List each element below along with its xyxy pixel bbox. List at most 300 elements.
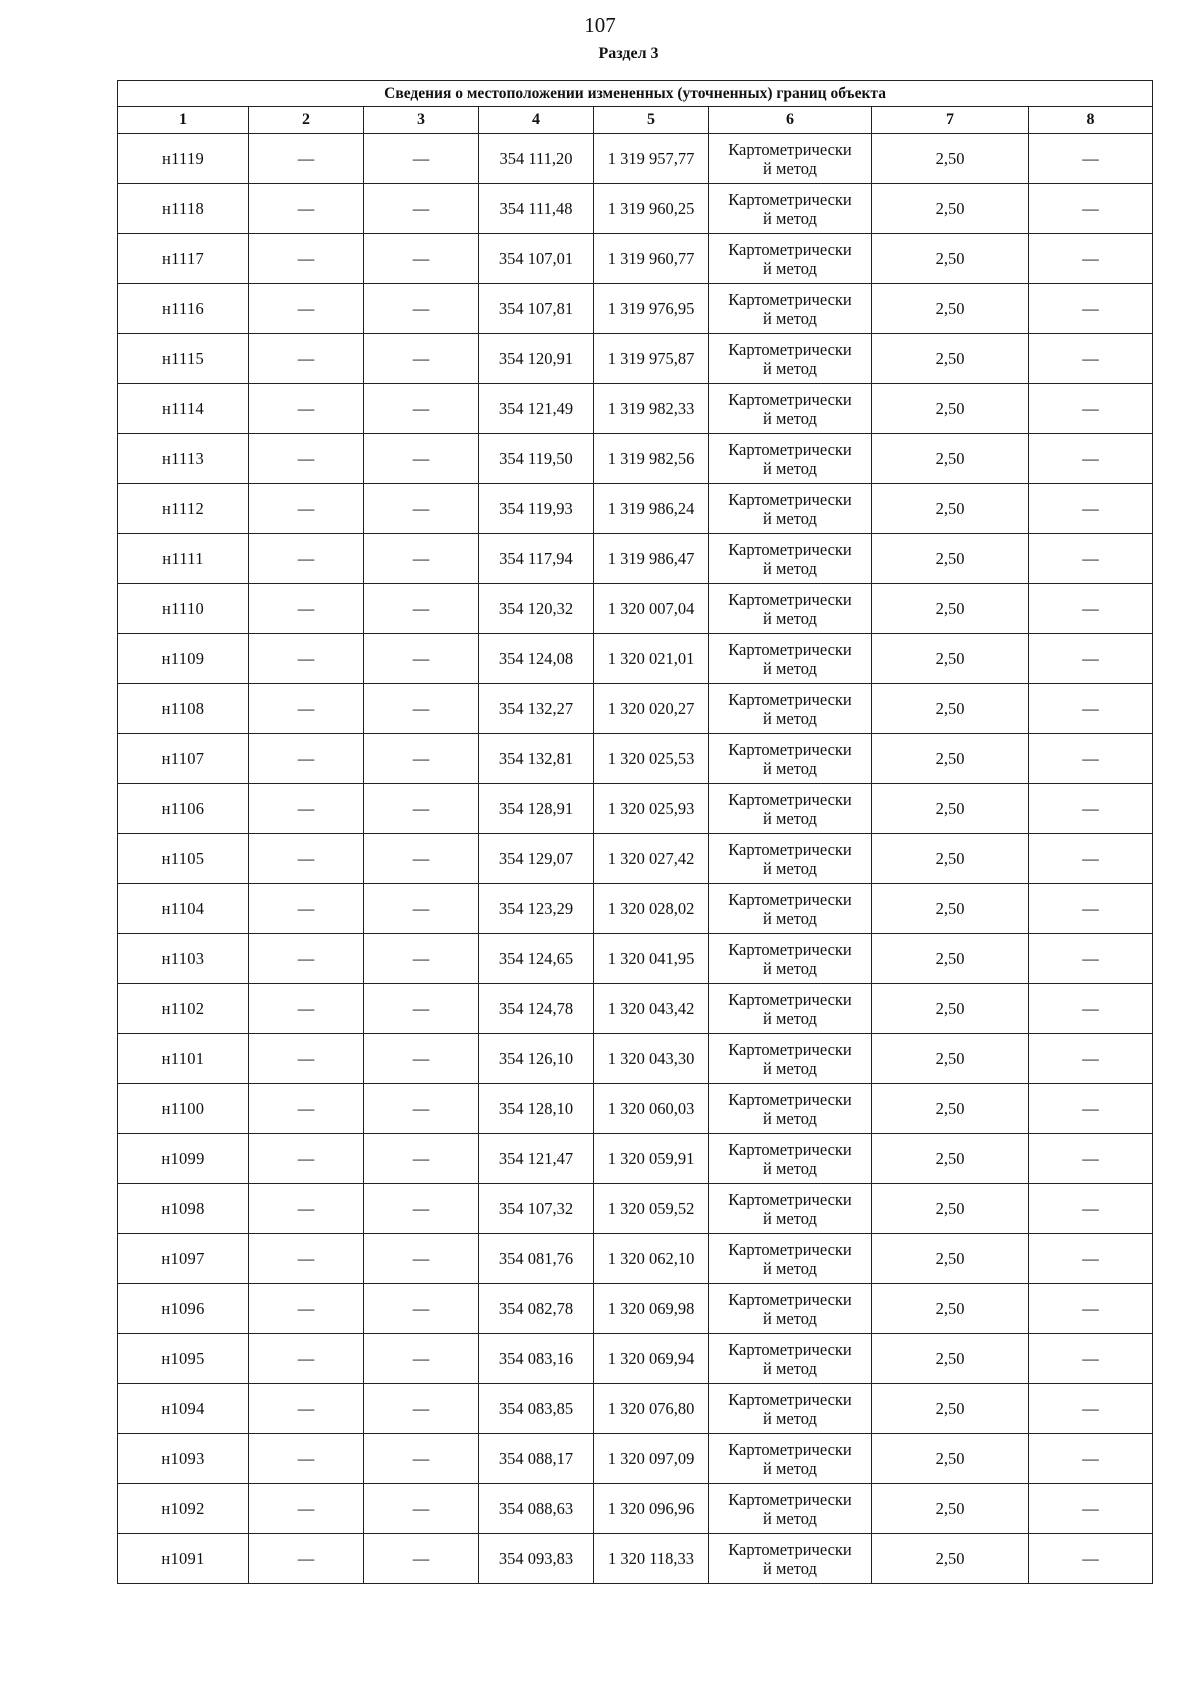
coordinate-y: 1 320 028,02 xyxy=(594,884,709,934)
coordinate-x: 354 121,49 xyxy=(479,384,594,434)
cell-col-2: — xyxy=(249,434,364,484)
method-line-1: Картометрически xyxy=(728,1039,852,1059)
point-name: н1095 xyxy=(118,1334,249,1384)
table-row xyxy=(118,434,1153,484)
accuracy: 2,50 xyxy=(872,1284,1029,1334)
coordinate-y: 1 319 986,24 xyxy=(594,484,709,534)
method-line-1: Картометрически xyxy=(728,1539,852,1559)
method-cell xyxy=(709,934,872,984)
point-name: н1098 xyxy=(118,1184,249,1234)
coordinate-x: 354 119,93 xyxy=(479,484,594,534)
coordinate-x: 354 111,20 xyxy=(479,134,594,184)
point-name: н1117 xyxy=(118,234,249,284)
method-line-2: й метод xyxy=(763,958,817,978)
cell-col-3: — xyxy=(364,734,479,784)
point-name: н1105 xyxy=(118,834,249,884)
cell-col-3: — xyxy=(364,334,479,384)
cell-col-2: — xyxy=(249,234,364,284)
method-line-2: й метод xyxy=(763,408,817,428)
cell-col-3: — xyxy=(364,284,479,334)
point-name: н1102 xyxy=(118,984,249,1034)
table-row xyxy=(118,134,1153,184)
point-name: н1113 xyxy=(118,434,249,484)
point-name: н1093 xyxy=(118,1434,249,1484)
cell-col-8: — xyxy=(1029,1384,1153,1434)
cell-col-3: — xyxy=(364,1184,479,1234)
cell-col-8: — xyxy=(1029,934,1153,984)
table-row xyxy=(118,1334,1153,1384)
cell-col-3: — xyxy=(364,1534,479,1584)
cell-col-8: — xyxy=(1029,1134,1153,1184)
cell-col-3: — xyxy=(364,684,479,734)
cell-col-2: — xyxy=(249,1484,364,1534)
accuracy: 2,50 xyxy=(872,1434,1029,1484)
table-row xyxy=(118,1084,1153,1134)
accuracy: 2,50 xyxy=(872,884,1029,934)
cell-col-8: — xyxy=(1029,1234,1153,1284)
cell-col-8: — xyxy=(1029,334,1153,384)
boundary-coordinates-table xyxy=(117,80,1153,1584)
coordinate-x: 354 107,01 xyxy=(479,234,594,284)
point-name: н1106 xyxy=(118,784,249,834)
column-header: 2 xyxy=(249,107,364,134)
method-line-2: й метод xyxy=(763,1358,817,1378)
cell-col-2: — xyxy=(249,834,364,884)
cell-col-3: — xyxy=(364,1284,479,1334)
coordinate-x: 354 121,47 xyxy=(479,1134,594,1184)
table-row xyxy=(118,1184,1153,1234)
coordinate-x: 354 126,10 xyxy=(479,1034,594,1084)
coordinate-y: 1 320 043,30 xyxy=(594,1034,709,1084)
column-number-row xyxy=(118,107,1153,134)
method-line-2: й метод xyxy=(763,858,817,878)
cell-col-2: — xyxy=(249,184,364,234)
method-line-2: й метод xyxy=(763,158,817,178)
cell-col-8: — xyxy=(1029,1184,1153,1234)
accuracy: 2,50 xyxy=(872,1184,1029,1234)
table-row xyxy=(118,334,1153,384)
point-name: н1108 xyxy=(118,684,249,734)
accuracy: 2,50 xyxy=(872,1234,1029,1284)
column-header: 6 xyxy=(709,107,872,134)
coordinate-y: 1 319 982,56 xyxy=(594,434,709,484)
accuracy: 2,50 xyxy=(872,584,1029,634)
method-cell xyxy=(709,284,872,334)
cell-col-8: — xyxy=(1029,834,1153,884)
cell-col-8: — xyxy=(1029,1284,1153,1334)
coordinate-y: 1 320 007,04 xyxy=(594,584,709,634)
method-cell xyxy=(709,1384,872,1434)
cell-col-8: — xyxy=(1029,284,1153,334)
coordinate-x: 354 119,50 xyxy=(479,434,594,484)
coordinate-y: 1 320 059,52 xyxy=(594,1184,709,1234)
point-name: н1107 xyxy=(118,734,249,784)
method-line-1: Картометрически xyxy=(728,1139,852,1159)
table-row xyxy=(118,284,1153,334)
cell-col-3: — xyxy=(364,1234,479,1284)
accuracy: 2,50 xyxy=(872,534,1029,584)
method-cell xyxy=(709,734,872,784)
method-cell xyxy=(709,1334,872,1384)
accuracy: 2,50 xyxy=(872,784,1029,834)
coordinate-y: 1 320 059,91 xyxy=(594,1134,709,1184)
coordinate-y: 1 320 021,01 xyxy=(594,634,709,684)
cell-col-8: — xyxy=(1029,534,1153,584)
cell-col-8: — xyxy=(1029,434,1153,484)
coordinate-x: 354 117,94 xyxy=(479,534,594,584)
point-name: н1119 xyxy=(118,134,249,184)
accuracy: 2,50 xyxy=(872,484,1029,534)
cell-col-3: — xyxy=(364,1434,479,1484)
cell-col-2: — xyxy=(249,1084,364,1134)
method-line-1: Картометрически xyxy=(728,439,852,459)
cell-col-2: — xyxy=(249,484,364,534)
coordinate-x: 354 107,81 xyxy=(479,284,594,334)
point-name: н1112 xyxy=(118,484,249,534)
column-header: 4 xyxy=(479,107,594,134)
coordinate-x: 354 124,78 xyxy=(479,984,594,1034)
method-line-2: й метод xyxy=(763,1308,817,1328)
method-line-2: й метод xyxy=(763,1408,817,1428)
method-line-1: Картометрически xyxy=(728,289,852,309)
coordinate-x: 354 082,78 xyxy=(479,1284,594,1334)
method-line-1: Картометрически xyxy=(728,489,852,509)
cell-col-8: — xyxy=(1029,384,1153,434)
table-caption-row xyxy=(118,81,1153,107)
table-row xyxy=(118,784,1153,834)
method-line-2: й метод xyxy=(763,1558,817,1578)
method-line-2: й метод xyxy=(763,458,817,478)
point-name: н1091 xyxy=(118,1534,249,1584)
cell-col-3: — xyxy=(364,784,479,834)
method-line-1: Картометрически xyxy=(728,539,852,559)
point-name: н1114 xyxy=(118,384,249,434)
table-row xyxy=(118,984,1153,1034)
coordinate-y: 1 320 096,96 xyxy=(594,1484,709,1534)
method-line-1: Картометрически xyxy=(728,839,852,859)
method-line-1: Картометрически xyxy=(728,1389,852,1409)
method-line-2: й метод xyxy=(763,208,817,228)
coordinate-y: 1 320 041,95 xyxy=(594,934,709,984)
cell-col-3: — xyxy=(364,534,479,584)
point-name: н1118 xyxy=(118,184,249,234)
method-cell xyxy=(709,684,872,734)
cell-col-3: — xyxy=(364,1484,479,1534)
point-name: н1116 xyxy=(118,284,249,334)
coordinate-x: 354 128,10 xyxy=(479,1084,594,1134)
method-line-2: й метод xyxy=(763,1258,817,1278)
table-row xyxy=(118,234,1153,284)
method-line-2: й метод xyxy=(763,1458,817,1478)
coordinate-x: 354 128,91 xyxy=(479,784,594,834)
cell-col-3: — xyxy=(364,234,479,284)
coordinate-x: 354 081,76 xyxy=(479,1234,594,1284)
cell-col-2: — xyxy=(249,984,364,1034)
cell-col-2: — xyxy=(249,1434,364,1484)
method-line-2: й метод xyxy=(763,808,817,828)
coordinate-x: 354 120,32 xyxy=(479,584,594,634)
cell-col-2: — xyxy=(249,1534,364,1584)
method-line-2: й метод xyxy=(763,908,817,928)
point-name: н1115 xyxy=(118,334,249,384)
coordinate-x: 354 129,07 xyxy=(479,834,594,884)
method-line-1: Картометрически xyxy=(728,1439,852,1459)
point-name: н1103 xyxy=(118,934,249,984)
cell-col-8: — xyxy=(1029,584,1153,634)
coordinate-y: 1 319 960,25 xyxy=(594,184,709,234)
coordinate-y: 1 320 069,94 xyxy=(594,1334,709,1384)
table-row xyxy=(118,834,1153,884)
coordinate-x: 354 083,85 xyxy=(479,1384,594,1434)
method-line-1: Картометрически xyxy=(728,689,852,709)
coordinate-x: 354 088,17 xyxy=(479,1434,594,1484)
table-row xyxy=(118,934,1153,984)
accuracy: 2,50 xyxy=(872,1084,1029,1134)
coordinate-x: 354 124,08 xyxy=(479,634,594,684)
column-header: 7 xyxy=(872,107,1029,134)
cell-col-8: — xyxy=(1029,784,1153,834)
method-line-2: й метод xyxy=(763,258,817,278)
cell-col-3: — xyxy=(364,134,479,184)
coordinate-x: 354 124,65 xyxy=(479,934,594,984)
coordinate-x: 354 088,63 xyxy=(479,1484,594,1534)
accuracy: 2,50 xyxy=(872,334,1029,384)
method-cell xyxy=(709,434,872,484)
point-name: н1110 xyxy=(118,584,249,634)
coordinate-y: 1 319 982,33 xyxy=(594,384,709,434)
method-line-1: Картометрически xyxy=(728,139,852,159)
method-line-2: й метод xyxy=(763,1058,817,1078)
method-line-1: Картометрически xyxy=(728,1339,852,1359)
cell-col-3: — xyxy=(364,1334,479,1384)
section-title: Раздел 3 xyxy=(598,45,659,62)
table-row xyxy=(118,1034,1153,1084)
table-row xyxy=(118,484,1153,534)
accuracy: 2,50 xyxy=(872,1534,1029,1584)
method-cell xyxy=(709,834,872,884)
cell-col-8: — xyxy=(1029,884,1153,934)
table-row xyxy=(118,1134,1153,1184)
accuracy: 2,50 xyxy=(872,984,1029,1034)
method-cell xyxy=(709,984,872,1034)
cell-col-8: — xyxy=(1029,684,1153,734)
accuracy: 2,50 xyxy=(872,1484,1029,1534)
method-line-2: й метод xyxy=(763,508,817,528)
table-row xyxy=(118,1384,1153,1434)
cell-col-3: — xyxy=(364,1134,479,1184)
cell-col-2: — xyxy=(249,934,364,984)
method-line-2: й метод xyxy=(763,1158,817,1178)
method-line-1: Картометрически xyxy=(728,789,852,809)
cell-col-3: — xyxy=(364,634,479,684)
cell-col-8: — xyxy=(1029,484,1153,534)
cell-col-2: — xyxy=(249,784,364,834)
cell-col-8: — xyxy=(1029,1534,1153,1584)
point-name: н1097 xyxy=(118,1234,249,1284)
method-line-1: Картометрически xyxy=(728,589,852,609)
coordinate-x: 354 132,27 xyxy=(479,684,594,734)
cell-col-3: — xyxy=(364,484,479,534)
method-cell xyxy=(709,584,872,634)
cell-col-2: — xyxy=(249,1184,364,1234)
method-cell xyxy=(709,1434,872,1484)
method-cell xyxy=(709,1034,872,1084)
cell-col-2: — xyxy=(249,134,364,184)
cell-col-2: — xyxy=(249,534,364,584)
cell-col-2: — xyxy=(249,1034,364,1084)
cell-col-8: — xyxy=(1029,1434,1153,1484)
coordinate-y: 1 320 062,10 xyxy=(594,1234,709,1284)
coordinate-y: 1 320 025,53 xyxy=(594,734,709,784)
accuracy: 2,50 xyxy=(872,1134,1029,1184)
table-row xyxy=(118,884,1153,934)
column-header: 3 xyxy=(364,107,479,134)
coordinate-x: 354 107,32 xyxy=(479,1184,594,1234)
cell-col-2: — xyxy=(249,284,364,334)
table-row xyxy=(118,734,1153,784)
method-line-2: й метод xyxy=(763,1208,817,1228)
cell-col-3: — xyxy=(364,184,479,234)
method-line-1: Картометрически xyxy=(728,1189,852,1209)
method-line-1: Картометрически xyxy=(728,1289,852,1309)
coordinate-y: 1 319 986,47 xyxy=(594,534,709,584)
cell-col-3: — xyxy=(364,434,479,484)
coordinate-y: 1 320 076,80 xyxy=(594,1384,709,1434)
cell-col-2: — xyxy=(249,634,364,684)
method-cell xyxy=(709,1084,872,1134)
method-cell xyxy=(709,1134,872,1184)
cell-col-2: — xyxy=(249,734,364,784)
method-line-1: Картометрически xyxy=(728,1089,852,1109)
table-row xyxy=(118,634,1153,684)
cell-col-3: — xyxy=(364,384,479,434)
cell-col-8: — xyxy=(1029,1334,1153,1384)
table-row xyxy=(118,684,1153,734)
cell-col-8: — xyxy=(1029,134,1153,184)
accuracy: 2,50 xyxy=(872,184,1029,234)
method-cell xyxy=(709,1534,872,1584)
point-name: н1099 xyxy=(118,1134,249,1184)
method-cell xyxy=(709,1484,872,1534)
method-line-2: й метод xyxy=(763,1108,817,1128)
cell-col-8: — xyxy=(1029,1084,1153,1134)
method-line-1: Картометрически xyxy=(728,239,852,259)
accuracy: 2,50 xyxy=(872,634,1029,684)
method-cell xyxy=(709,884,872,934)
method-line-1: Картометрически xyxy=(728,1239,852,1259)
method-cell xyxy=(709,134,872,184)
coordinate-y: 1 320 097,09 xyxy=(594,1434,709,1484)
cell-col-3: — xyxy=(364,834,479,884)
cell-col-2: — xyxy=(249,1384,364,1434)
cell-col-2: — xyxy=(249,1284,364,1334)
method-line-2: й метод xyxy=(763,1008,817,1028)
coordinate-y: 1 319 975,87 xyxy=(594,334,709,384)
method-line-1: Картометрически xyxy=(728,1489,852,1509)
coordinate-y: 1 320 027,42 xyxy=(594,834,709,884)
cell-col-8: — xyxy=(1029,1034,1153,1084)
coordinate-y: 1 320 118,33 xyxy=(594,1534,709,1584)
cell-col-3: — xyxy=(364,984,479,1034)
accuracy: 2,50 xyxy=(872,1384,1029,1434)
method-line-2: й метод xyxy=(763,558,817,578)
coordinate-x: 354 123,29 xyxy=(479,884,594,934)
cell-col-2: — xyxy=(249,1234,364,1284)
table-caption: Сведения о местоположении измененных (уточненных) границ объекта xyxy=(118,81,1153,107)
accuracy: 2,50 xyxy=(872,434,1029,484)
method-cell xyxy=(709,234,872,284)
table-row xyxy=(118,1434,1153,1484)
coordinate-x: 354 111,48 xyxy=(479,184,594,234)
method-line-1: Картометрически xyxy=(728,389,852,409)
accuracy: 2,50 xyxy=(872,134,1029,184)
column-header: 8 xyxy=(1029,107,1153,134)
method-cell xyxy=(709,334,872,384)
coordinate-y: 1 319 976,95 xyxy=(594,284,709,334)
cell-col-3: — xyxy=(364,584,479,634)
table-row xyxy=(118,384,1153,434)
method-cell xyxy=(709,384,872,434)
method-cell xyxy=(709,1284,872,1334)
point-name: н1111 xyxy=(118,534,249,584)
method-cell xyxy=(709,484,872,534)
table-row xyxy=(118,1284,1153,1334)
coordinate-x: 354 093,83 xyxy=(479,1534,594,1584)
cell-col-8: — xyxy=(1029,184,1153,234)
point-name: н1100 xyxy=(118,1084,249,1134)
coordinate-y: 1 320 020,27 xyxy=(594,684,709,734)
coordinate-x: 354 083,16 xyxy=(479,1334,594,1384)
coordinate-y: 1 320 043,42 xyxy=(594,984,709,1034)
cell-col-2: — xyxy=(249,1334,364,1384)
method-line-2: й метод xyxy=(763,1508,817,1528)
coordinate-y: 1 319 957,77 xyxy=(594,134,709,184)
table-row xyxy=(118,584,1153,634)
point-name: н1104 xyxy=(118,884,249,934)
cell-col-2: — xyxy=(249,384,364,434)
accuracy: 2,50 xyxy=(872,1334,1029,1384)
method-line-1: Картометрически xyxy=(728,939,852,959)
method-line-1: Картометрически xyxy=(728,639,852,659)
method-line-2: й метод xyxy=(763,608,817,628)
accuracy: 2,50 xyxy=(872,384,1029,434)
table-row xyxy=(118,1234,1153,1284)
method-line-1: Картометрически xyxy=(728,889,852,909)
coordinate-y: 1 320 069,98 xyxy=(594,1284,709,1334)
method-line-2: й метод xyxy=(763,708,817,728)
coordinate-y: 1 319 960,77 xyxy=(594,234,709,284)
coordinate-x: 354 132,81 xyxy=(479,734,594,784)
method-line-2: й метод xyxy=(763,308,817,328)
cell-col-2: — xyxy=(249,584,364,634)
cell-col-8: — xyxy=(1029,1484,1153,1534)
method-line-2: й метод xyxy=(763,658,817,678)
accuracy: 2,50 xyxy=(872,284,1029,334)
table-row xyxy=(118,1534,1153,1584)
cell-col-8: — xyxy=(1029,634,1153,684)
accuracy: 2,50 xyxy=(872,734,1029,784)
cell-col-2: — xyxy=(249,1134,364,1184)
point-name: н1096 xyxy=(118,1284,249,1334)
method-cell xyxy=(709,634,872,684)
cell-col-3: — xyxy=(364,884,479,934)
method-line-1: Картометрически xyxy=(728,339,852,359)
method-line-1: Картометрически xyxy=(728,989,852,1009)
cell-col-3: — xyxy=(364,1384,479,1434)
table-row xyxy=(118,534,1153,584)
column-header: 5 xyxy=(594,107,709,134)
cell-col-2: — xyxy=(249,684,364,734)
